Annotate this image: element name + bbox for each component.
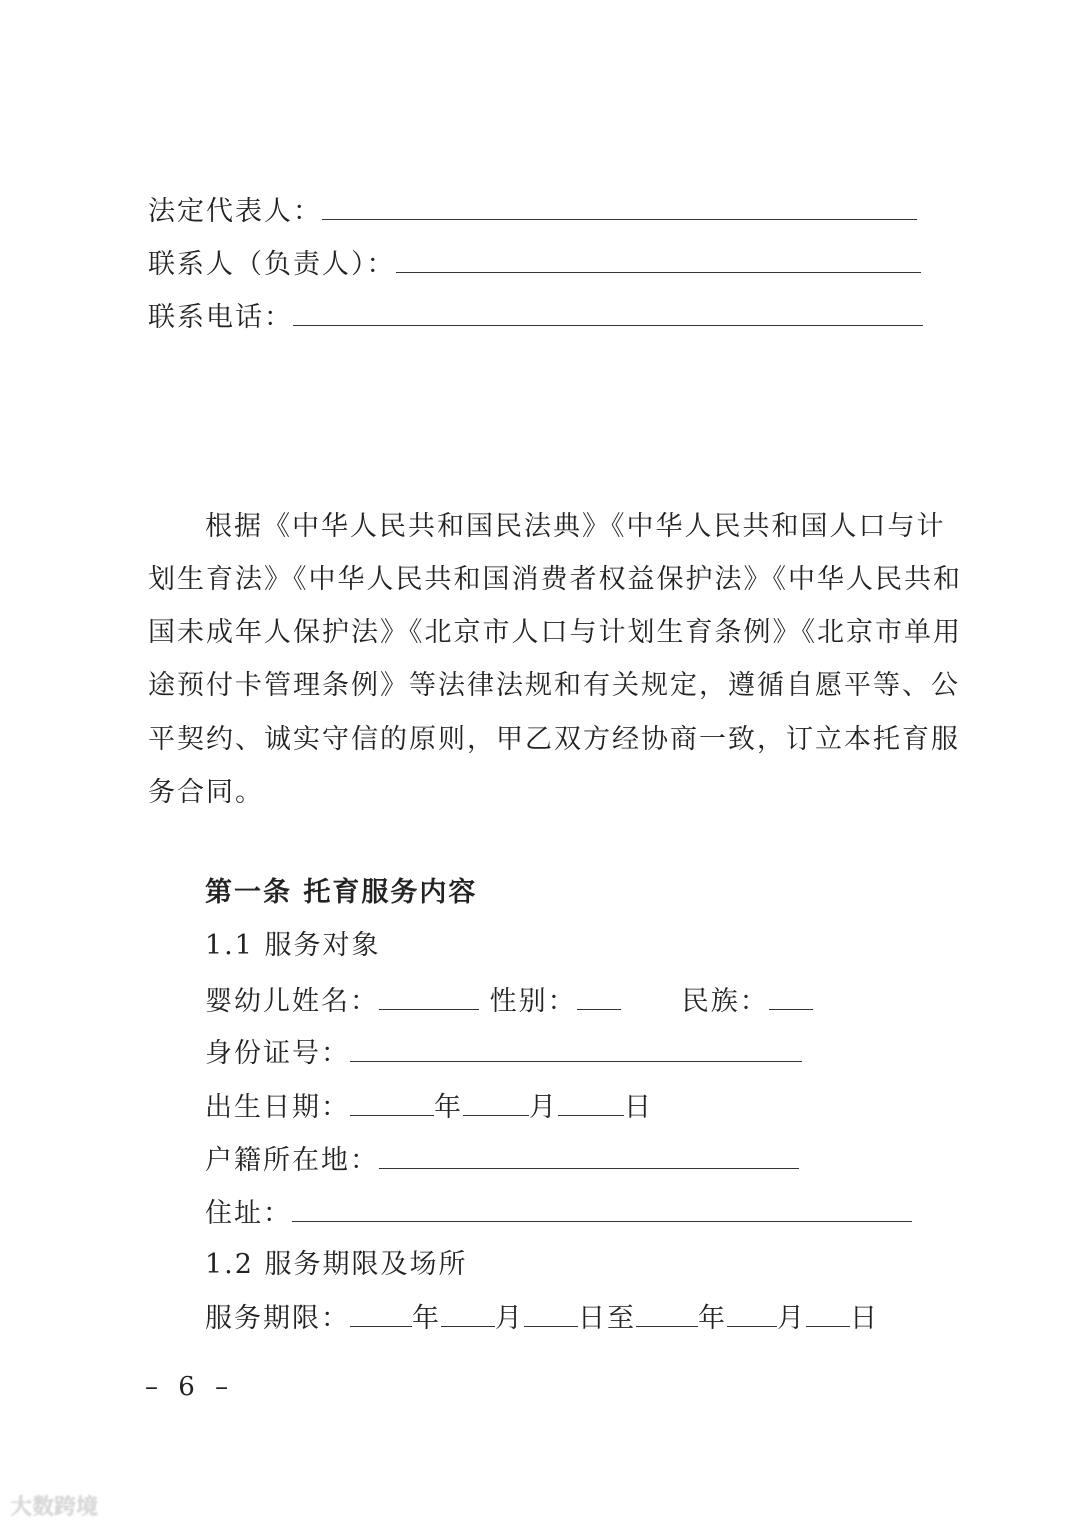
legal-rep-label: 法定代表人： [148,196,322,227]
start-day-field[interactable] [524,1300,578,1327]
child-name-label: 婴幼儿姓名： [205,986,379,1017]
hukou-line [205,1142,799,1176]
section-1-2-heading: 1.2 服务期限及场所 [205,1249,468,1280]
start-month-field[interactable] [441,1300,495,1327]
year-label: 年 [434,1092,463,1123]
page-number: – 6 – [145,1372,235,1402]
ethnicity-label: 民族： [681,986,769,1017]
id-line [205,1035,802,1069]
contact-label: 联系人（负责人）： [148,249,396,280]
ethnicity-field[interactable] [769,983,813,1010]
birth-year-field[interactable] [350,1089,434,1116]
contact-field[interactable] [396,246,921,273]
preamble-line: 务合同。 [148,777,264,808]
phone-label: 联系电话： [148,302,293,333]
term-line [205,1300,879,1334]
end-day-field[interactable] [806,1300,850,1327]
start-year-field[interactable] [350,1300,412,1327]
month-label: 月 [777,1303,806,1334]
gender-label: 性别： [489,986,577,1017]
preamble-line: 平契约、诚实守信的原则，甲乙双方经协商一致，订立本托育服 [148,724,960,755]
id-field[interactable] [350,1035,802,1062]
month-label: 月 [529,1092,558,1123]
id-label: 身份证号： [205,1038,350,1069]
year-label: 年 [698,1303,727,1334]
term-label: 服务期限： [205,1303,350,1334]
legal-rep-line [148,193,917,227]
watermark-logo: 大数跨境 [10,1495,99,1520]
child-name-field[interactable] [379,983,479,1010]
birth-line [205,1089,653,1123]
hukou-label: 户籍所在地： [205,1145,379,1176]
hukou-field[interactable] [379,1142,799,1169]
birth-label: 出生日期： [205,1092,350,1123]
year-label: 年 [412,1303,441,1334]
address-line [205,1195,912,1229]
day-to-label: 日至 [578,1303,636,1334]
end-year-field[interactable] [636,1300,698,1327]
day-label: 日 [850,1303,879,1334]
child-info-line [205,983,813,1017]
contact-line [148,246,921,280]
month-label: 月 [495,1303,524,1334]
phone-line [148,299,923,333]
phone-field[interactable] [293,299,923,326]
address-field[interactable] [292,1195,912,1222]
preamble-line: 途预付卡管理条例》等法律法规和有关规定，遵循自愿平等、公 [148,670,960,701]
preamble-line: 根据《中华人民共和国民法典》《中华人民共和国人口与计 [205,511,946,542]
section-1-1-heading: 1.1 服务对象 [205,930,381,961]
birth-month-field[interactable] [463,1089,529,1116]
article-1-title: 第一条 托育服务内容 [205,877,478,908]
preamble-line: 国未成年人保护法》《北京市人口与计划生育条例》《北京市单用 [148,617,962,648]
address-label: 住址： [205,1198,292,1229]
preamble-line: 划生育法》《中华人民共和国消费者权益保护法》《中华人民共和 [148,564,962,595]
birth-day-field[interactable] [558,1089,624,1116]
legal-rep-field[interactable] [322,193,917,220]
gender-field[interactable] [577,983,621,1010]
day-label: 日 [624,1092,653,1123]
end-month-field[interactable] [727,1300,777,1327]
